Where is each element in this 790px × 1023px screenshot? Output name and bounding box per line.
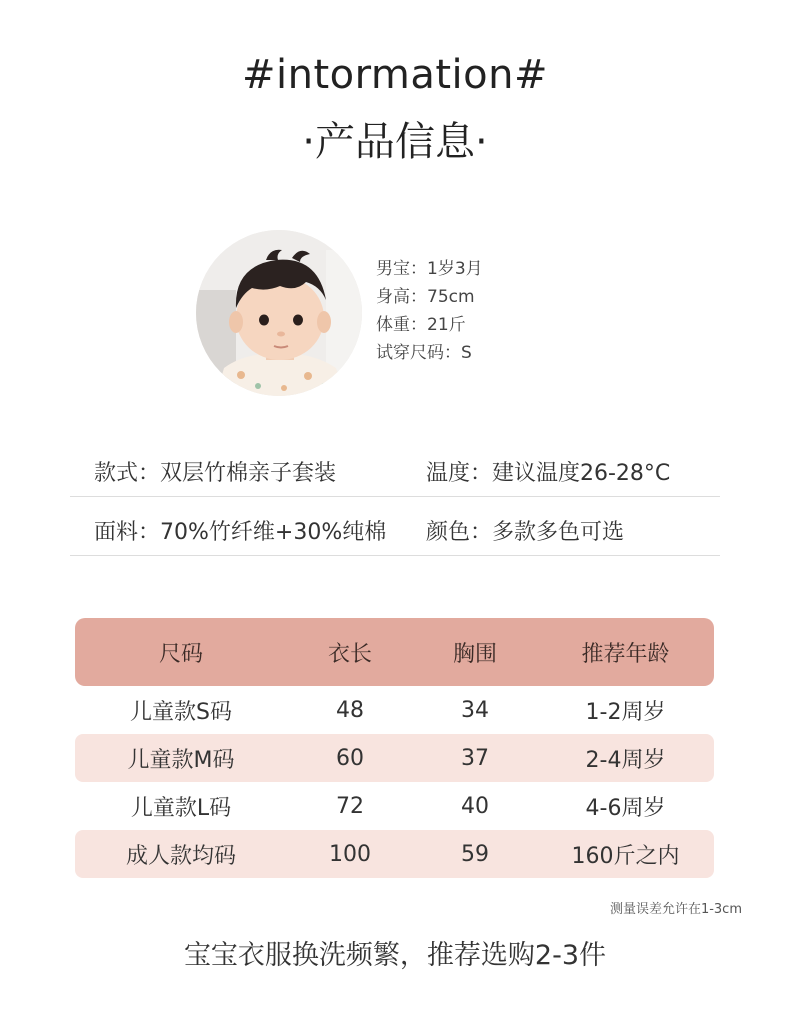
cell-chest: 34	[461, 697, 489, 723]
cell-age: 1-2周岁	[585, 699, 666, 725]
table-row	[75, 734, 714, 782]
cell-age: 4-6周岁	[585, 795, 666, 821]
title-chinese: ·产品信息·	[302, 119, 488, 165]
cell-size: 儿童款M码	[127, 747, 235, 773]
cell-age: 160斤之内	[571, 843, 680, 869]
spec-row-1	[70, 438, 720, 497]
model-info	[376, 255, 483, 367]
cell-age: 2-4周岁	[585, 747, 666, 773]
cell-chest: 59	[461, 841, 489, 867]
cell-size: 成人款均码	[125, 843, 236, 869]
cell-length: 48	[336, 697, 364, 723]
table-row	[75, 686, 714, 734]
model-try-size: 试穿尺码：S	[376, 343, 472, 363]
cell-length: 72	[336, 793, 364, 819]
header-chest: 胸围	[452, 641, 497, 667]
cell-length: 100	[329, 841, 371, 867]
table-row	[75, 830, 714, 878]
spec-row-2	[70, 497, 720, 556]
cell-size: 儿童款L码	[130, 795, 232, 821]
title-english: #intormation#	[242, 52, 548, 98]
spec-color: 颜色：多款多色可选	[426, 520, 625, 545]
header-length: 衣长	[327, 641, 372, 667]
model-height: 身高：75cm	[376, 287, 475, 307]
measurement-note: 测量误差允许在1-3cm	[609, 902, 742, 917]
spec-style: 款式：双层竹棉亲子套装	[94, 461, 337, 486]
table-row	[75, 782, 714, 830]
model-avatar	[196, 230, 362, 396]
baby-photo-icon	[196, 230, 362, 396]
header-age: 推荐年龄	[581, 641, 670, 667]
header-size: 尺码	[158, 641, 203, 667]
cell-size: 儿童款S码	[130, 699, 232, 725]
spec-fabric: 面料：70%竹纤维+30%纯棉	[94, 520, 387, 545]
cell-chest: 37	[461, 745, 489, 771]
size-table	[75, 618, 714, 878]
model-weight: 体重：21斤	[376, 315, 466, 335]
cell-chest: 40	[461, 793, 489, 819]
spec-temperature: 温度：建议温度26-28°C	[426, 461, 671, 486]
size-table-header	[75, 618, 714, 686]
cell-length: 60	[336, 745, 364, 771]
footer-recommendation: 宝宝衣服换洗频繁，推荐选购2-3件	[183, 940, 607, 971]
model-gender-age: 男宝：1岁3月	[376, 259, 483, 279]
